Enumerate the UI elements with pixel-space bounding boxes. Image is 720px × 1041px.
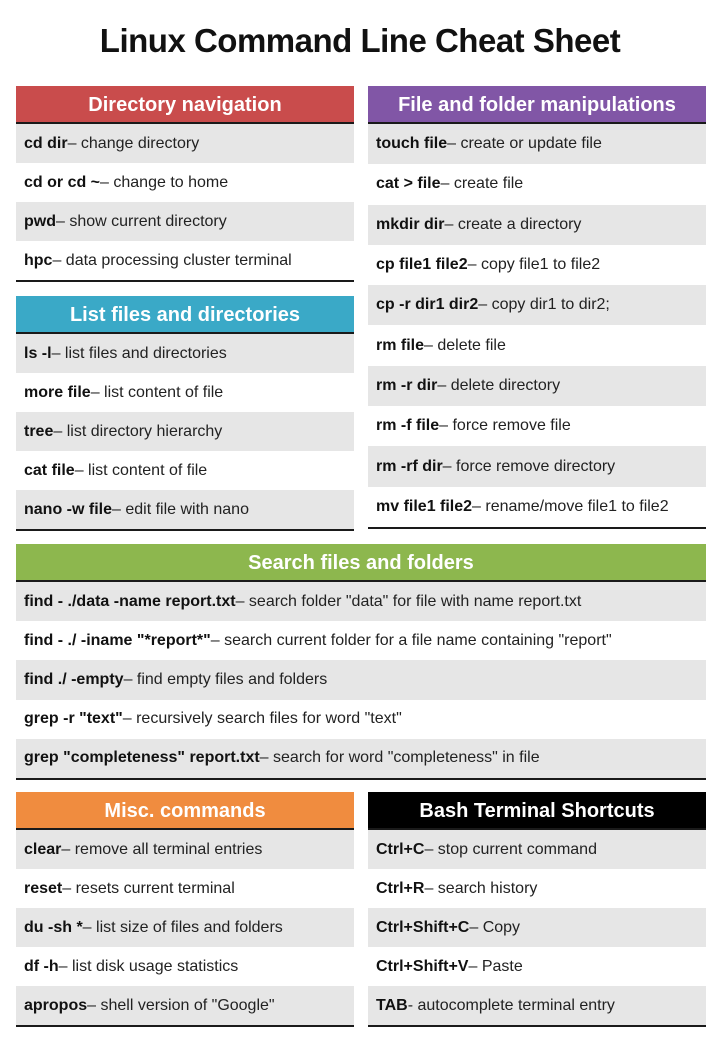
command-name: cp -r dir1 dir2 [376,296,479,314]
command-description: – recursively search files for word "text" [122,710,402,728]
command-name: grep "completeness" report.txt [24,749,260,767]
command-name: cat > file [376,175,441,193]
command-description: – Paste [468,957,523,975]
section-header: Search files and folders [16,544,706,582]
command-description: – create or update file [447,135,602,153]
section-file-folder-manipulations [368,86,706,529]
command-name: find - ./ -iname "*report*" [24,631,211,649]
command-description: – search folder "data" for file with name report.txt [235,592,582,610]
command-description: – list directory hierarchy [53,422,223,440]
command-row [16,621,706,660]
command-description: – search for word "completeness" in file [259,749,540,767]
command-row [368,406,706,446]
command-list [16,334,354,531]
section-header: File and folder manipulations [368,86,706,124]
section-misc-commands [16,792,354,1027]
command-name: clear [24,840,62,858]
command-name: Ctrl+Shift+V [376,957,469,975]
command-name: mkdir dir [376,215,445,233]
command-row [368,205,706,245]
command-row [16,582,706,621]
command-description: – rename/move file1 to file2 [472,497,669,515]
command-description: – force remove directory [442,457,616,475]
command-list [368,124,706,529]
command-name: apropos [24,996,88,1014]
command-name: Ctrl+R [376,879,425,897]
command-row [16,986,354,1025]
command-name: rm -rf dir [376,457,443,475]
command-list [16,830,354,1027]
command-row [368,908,706,947]
section-list-files [16,296,354,531]
command-name: nano -w file [24,500,112,518]
command-name: grep -r "text" [24,710,123,728]
command-description: – resets current terminal [62,879,235,897]
command-row [16,373,354,412]
command-description: – edit file with nano [112,500,249,518]
command-name: cp file1 file2 [376,256,468,274]
command-list [16,124,354,282]
command-description: – copy file1 to file2 [467,256,601,274]
command-row [368,830,706,869]
page-title: Linux Command Line Cheat Sheet [99,22,621,59]
command-row [16,490,354,529]
command-description: – list disk usage statistics [58,957,239,975]
command-description: – change directory [67,134,200,152]
command-name: rm file [376,336,425,354]
command-row [16,241,354,280]
command-row [368,245,706,285]
command-row [16,660,706,699]
command-row [16,830,354,869]
command-name: touch file [376,135,448,153]
command-row [368,366,706,406]
command-name: pwd [24,212,56,230]
command-row [16,947,354,986]
command-row [16,700,706,739]
command-description: – delete directory [437,376,561,394]
section-bash-shortcuts [368,792,706,1027]
command-description: – search current folder for a file name containing "report" [210,631,612,649]
command-row [16,202,354,241]
command-description: – change to home [100,173,229,191]
command-name: cat file [24,461,75,479]
command-description: – delete file [424,336,506,354]
command-name: cd dir [24,134,68,152]
command-row [368,947,706,986]
command-row [16,739,706,778]
section-header: List files and directories [16,296,354,334]
command-description: – Copy [469,918,521,936]
command-name: more file [24,383,91,401]
command-name: du -sh * [24,918,83,936]
command-name: cd or cd ~ [24,173,101,191]
command-name: ls -l [24,344,52,362]
command-row [368,446,706,486]
section-header: Directory navigation [16,86,354,124]
command-description: – show current directory [56,212,227,230]
command-row [16,412,354,451]
command-row [16,908,354,947]
command-row [16,451,354,490]
command-name: find ./ -empty [24,670,124,688]
command-name: reset [24,879,63,897]
command-name: Ctrl+Shift+C [376,918,470,936]
section-header: Bash Terminal Shortcuts [368,792,706,830]
section-search-files [16,544,706,780]
command-list [368,830,706,1027]
section-header: Misc. commands [16,792,354,830]
command-description: – create file [440,175,524,193]
command-name: find - ./data -name report.txt [24,592,236,610]
command-name: Ctrl+C [376,840,425,858]
command-row [368,869,706,908]
command-name: tree [24,422,54,440]
command-row [16,124,354,163]
command-row [368,164,706,204]
command-row [16,163,354,202]
command-description: – data processing cluster terminal [52,251,292,269]
command-description: – shell version of "Google" [87,996,275,1014]
command-row [368,986,706,1025]
command-description: – list files and directories [51,344,227,362]
command-row [368,487,706,527]
command-description: – list size of files and folders [82,918,283,936]
command-row [368,124,706,164]
command-description: – force remove file [439,417,571,435]
command-name: hpc [24,251,53,269]
command-name: df -h [24,957,59,975]
command-name: rm -r dir [376,376,438,394]
command-name: rm -f file [376,417,440,435]
command-description: – create a directory [444,215,582,233]
command-description: – list content of file [74,461,208,479]
command-description: – stop current command [424,840,597,858]
command-row [16,869,354,908]
command-row [16,334,354,373]
command-description: – copy dir1 to dir2; [478,296,610,314]
section-directory-navigation [16,86,354,282]
command-description: – remove all terminal entries [61,840,263,858]
command-description: – list content of file [90,383,224,401]
command-description: - autocomplete terminal entry [407,996,615,1014]
command-description: – find empty files and folders [123,670,328,688]
command-description: – search history [424,879,538,897]
command-list [16,582,706,780]
command-row [368,325,706,365]
command-name: TAB [376,996,408,1014]
command-name: mv file1 file2 [376,497,473,515]
command-row [368,285,706,325]
